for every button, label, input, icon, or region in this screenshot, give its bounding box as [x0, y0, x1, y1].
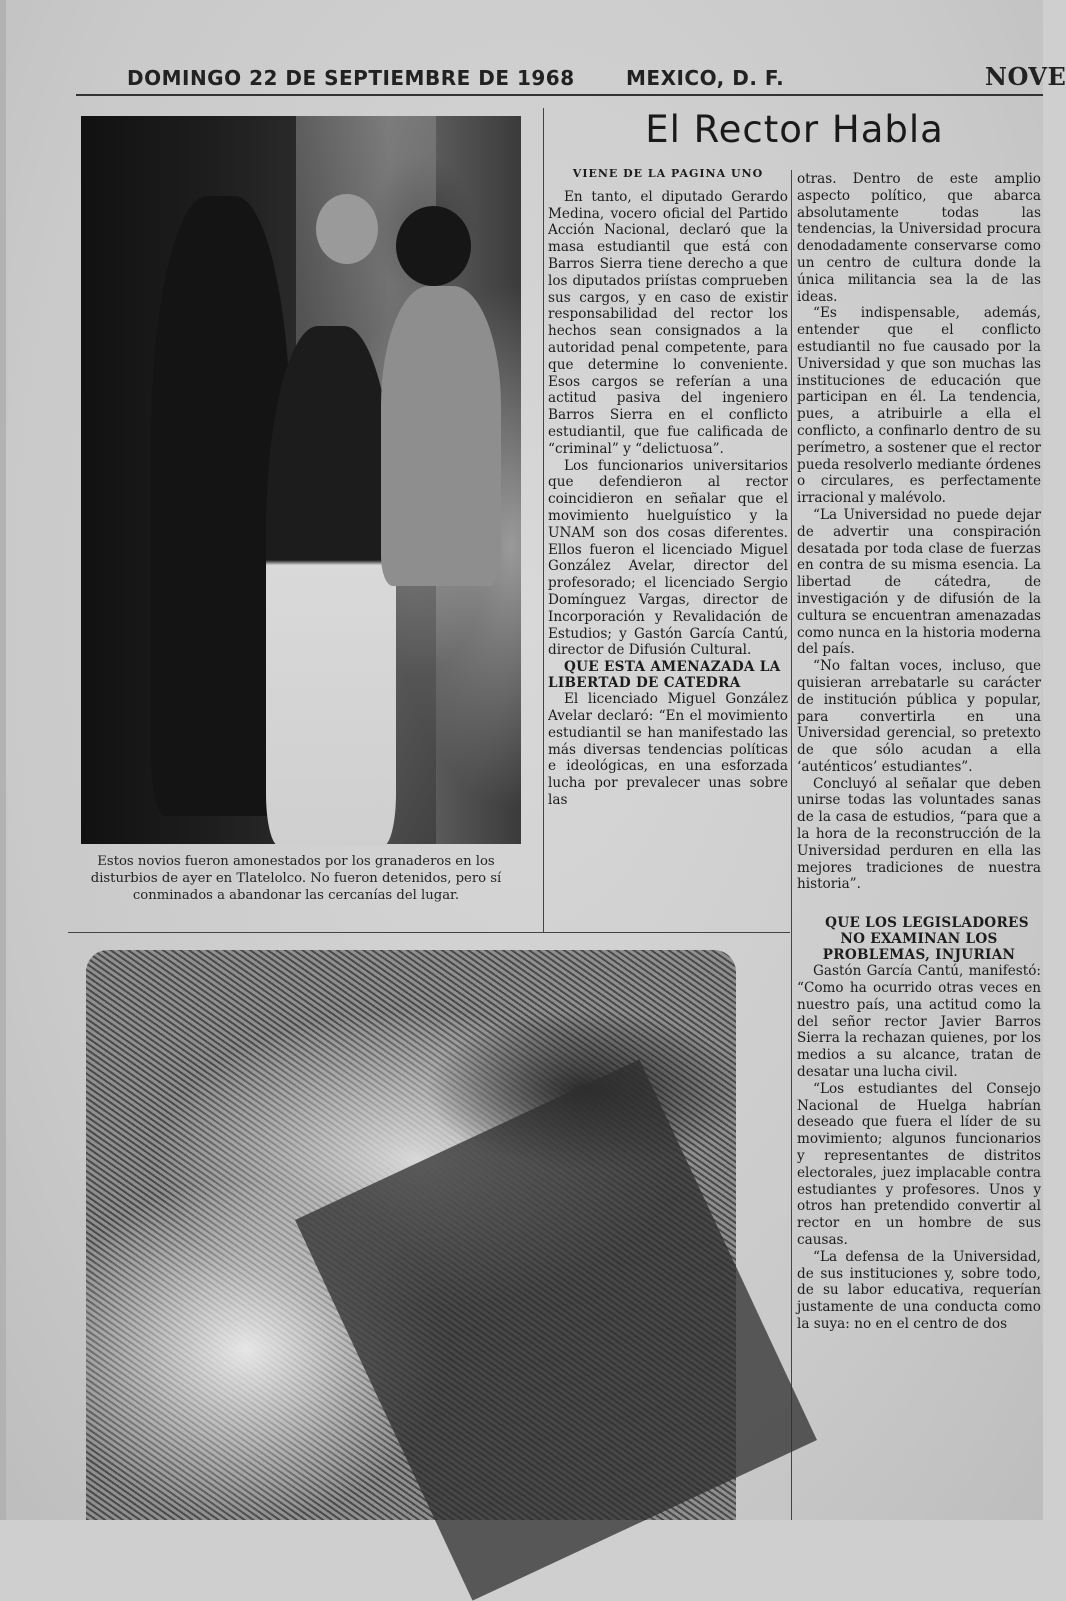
young-woman-hair	[396, 206, 471, 286]
paragraph: “La Universidad no puede dejar de advertir una conspiración desatada por toda clase de fuerzas en contra de su misma esencia. La libertad de cátedra, de investigación y de difusión de la cultura se encuentran amenazadas como nunca en la historia moderna del país.	[797, 506, 1041, 658]
young-woman-figure	[381, 286, 501, 586]
masthead-date: DOMINGO 22 DE SEPTIEMBRE DE 1968	[127, 66, 575, 90]
paragraph: “Es indispensable, además, entender que el conflicto estudiantil no fue causado por la Universidad y que son muchas las instituciones de educación que participan en él. La tendencia, pues, a atribuirle a ella el conflicto, a confinarlo dentro de su perímetro, a sostener que el rector pueda resolverlo mediante órdenes o circulares, es perfectamente irracional y malévolo.	[797, 305, 1041, 507]
column-rule	[543, 108, 544, 933]
subhead-legisladores: QUE LOS LEGISLADORES NO EXAMINAN LOS PROBLEMAS, INJURIAN	[822, 915, 1029, 964]
paragraph: En tanto, el diputado Gerardo Medina, vocero oficial del Partido Acción Nacional, declaró que la masa estudiantil que está con Barros Sierra tiene derecho a que los diputados priístas comprueben sus cargos, y en caso de existir responsabilidad del rector los hechos sean consignados a la autoridad penal competente, para que determine lo conveniente. Esos cargos se referían a una actitud pasiva del ingeniero Barros Sierra en el conflicto estudiantil, que fue calificada de “criminal” y “delictuosa”.	[548, 188, 788, 457]
paragraph: “Los estudiantes del Consejo Nacional de Huelga habrían deseado que fuera el líder de su movimiento; algunos funcionarios y representantes de distritos electorales, juez implacable contra estudiantes y profesores. Unos y otros han pretendido convertir al rector en un hombre de sus causas.	[797, 1080, 1041, 1249]
paragraph: otras. Dentro de este amplio aspecto político, que abarca absolutamente todas las tendencias, la Universidad procura denodadamente conservarse como un centro de cultura donde la única militancia sea la de las ideas.	[797, 171, 1041, 305]
article-headline: El Rector Habla	[645, 108, 944, 151]
athlete-shadow	[295, 1059, 817, 1600]
article-column-1	[548, 166, 788, 926]
masthead-rule	[76, 94, 1043, 96]
masthead-paper-name: NOVE	[985, 62, 1066, 91]
couple-photo	[81, 116, 521, 844]
continued-from-kicker: VIENE DE LA PAGINA UNO	[572, 167, 764, 180]
athlete-photo	[86, 950, 736, 1520]
paragraph: El licenciado Miguel González Avelar declaró: “En el movimiento estudiantil se han manifestado las más diversas tendencias políticas e ideológicas, en una esforzada lucha por prevalecer unas sobre las	[548, 691, 788, 808]
paragraph: Los funcionarios universitarios que defendieron al rector coincidieron en señalar que el movimiento huelguístico y la UNAM son dos cosas diferentes. Ellos fueron el licenciado Miguel González Avelar, director del profesorado; el licenciado Sergio Domínguez Vargas, director de Incorporación y Revalidación de Estudios; y Gastón García Cantú, director de Difusión Cultural.	[548, 457, 788, 659]
paragraph: Gastón García Cantú, manifestó: “Como ha ocurrido otras veces en nuestro país, una actitud como la del señor rector Javier Barros Sierra la rechazan quienes, por los medios a su alcance, tratan de desatar una lucha civil.	[797, 963, 1041, 1081]
young-man-figure	[266, 326, 396, 846]
masthead-place: MEXICO, D. F.	[626, 66, 785, 90]
paragraph: “No faltan voces, incluso, que quisieran arrebatarle su carácter de institución pública y popular, para convertirla en una Universidad gerencial, so pretexto de que sólo acudan a ella ‘auténticos’ estudiantes”.	[797, 658, 1041, 775]
young-man-head	[316, 194, 378, 264]
paragraph: Concluyó al señalar que deben unirse todas las voluntades sanas de la casa de estudios, “para que a la hora de la reconstrucción de la Universidad perduren en ella las mejores tradiciones de nuestra historia”.	[797, 775, 1041, 893]
subhead-libertad-catedra: QUE ESTA AMENAZADA LA LIBERTAD DE CATEDRA	[548, 659, 781, 692]
page-fold-shadow	[0, 0, 6, 1520]
photo-caption: Estos novios fueron amonestados por los granaderos en los disturbios de ayer en Tlatelolco. No fueron detenidos, pero sí conminados a abandonar las cercanías del lugar.	[90, 854, 502, 903]
paragraph: “La defensa de la Universidad, de sus instituciones y, sobre todo, de su labor educativa, requerían justamente de una conducta como la suya: no en el centro de dos	[797, 1248, 1041, 1332]
article-column-2	[797, 171, 1041, 1520]
section-rule	[68, 932, 790, 933]
column-rule-2	[791, 170, 792, 1520]
